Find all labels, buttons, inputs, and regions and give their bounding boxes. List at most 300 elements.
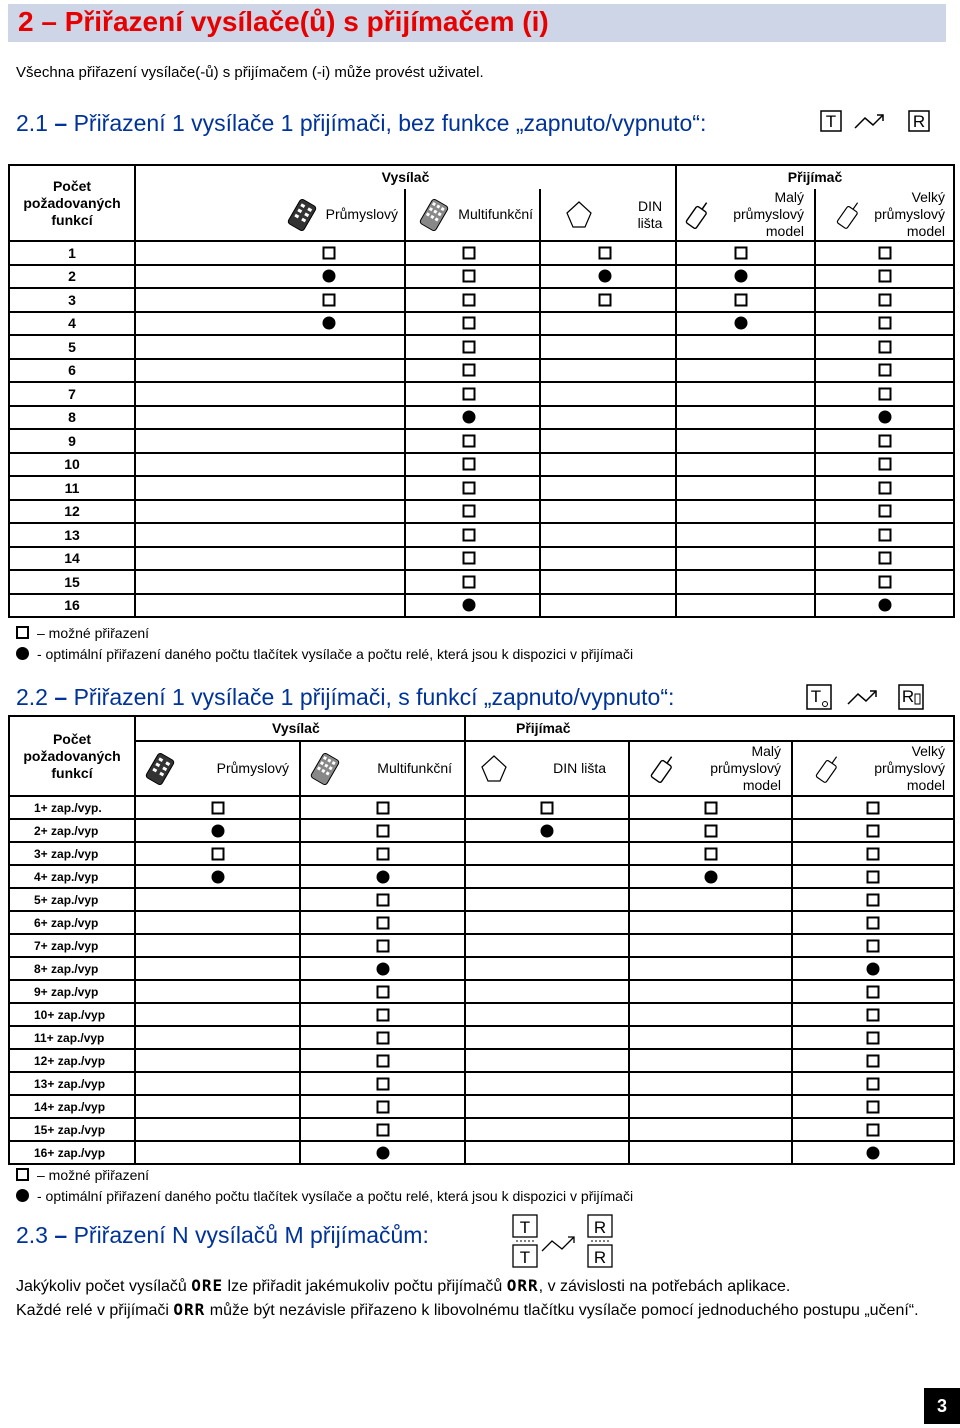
- square-marker-icon: [704, 801, 717, 814]
- square-marker-icon: [376, 1123, 389, 1136]
- table-cell: [815, 241, 954, 265]
- small-receiver-icon: [648, 752, 678, 786]
- table-cell: [300, 1049, 465, 1072]
- table-cell: [135, 382, 405, 406]
- table-cell: [792, 888, 954, 911]
- square-marker-icon: [878, 317, 891, 330]
- header-din: [465, 741, 629, 796]
- small-mark: [704, 801, 717, 814]
- table-cell: [135, 1095, 300, 1118]
- table-row: [9, 476, 954, 500]
- symbol-r-letter: R: [912, 112, 926, 131]
- dot-marker-icon: [704, 870, 717, 883]
- section-title-text: Přiřazení 1 vysílače 1 přijímači, s funkcí „zapnuto/vypnuto“:: [73, 684, 675, 710]
- table-cell: [676, 547, 815, 571]
- large-mark: [867, 801, 880, 814]
- header-large: [792, 741, 954, 796]
- row-label: 8+ zap./vyp: [9, 957, 135, 980]
- ind-mark: [322, 246, 335, 259]
- row-label: 15+ zap./vyp: [9, 1118, 135, 1141]
- table-cell: [676, 241, 815, 265]
- small-mark: [704, 824, 717, 837]
- square-marker-icon: [462, 364, 475, 377]
- square-marker-icon: [462, 528, 475, 541]
- table-cell: [135, 1072, 300, 1095]
- table-cell: [135, 888, 300, 911]
- table-row: [9, 1049, 954, 1072]
- header-industrial: [135, 189, 405, 241]
- table-row: [9, 796, 954, 819]
- square-marker-icon: [322, 293, 335, 306]
- table-cell: [300, 819, 465, 842]
- dot-marker-icon: [16, 647, 29, 660]
- dot-marker-icon: [322, 317, 335, 330]
- table-cell: [815, 335, 954, 359]
- paragraph-2: [16, 1298, 946, 1323]
- dot-marker-icon: [735, 270, 748, 283]
- dot-marker-icon: [867, 1146, 880, 1159]
- table-row: [9, 957, 954, 980]
- ind-mark: [211, 824, 224, 837]
- table-cell: [540, 241, 676, 265]
- square-marker-icon: [376, 1077, 389, 1090]
- large-mark: [867, 916, 880, 929]
- mul-mark: [376, 985, 389, 998]
- table-cell: [135, 842, 300, 865]
- mul-mark: [376, 962, 389, 975]
- square-marker-icon: [735, 246, 748, 259]
- table-cell: [135, 523, 405, 547]
- symbol-r-letter: R: [593, 1248, 607, 1267]
- row-label: 16: [9, 594, 135, 618]
- large-mark: [867, 1077, 880, 1090]
- square-marker-icon: [376, 1100, 389, 1113]
- section-number: 2.2: [16, 684, 48, 710]
- table-cell: [540, 594, 676, 618]
- row-label: 7+ zap./vyp: [9, 934, 135, 957]
- square-marker-icon: [878, 575, 891, 588]
- table-row: [9, 335, 954, 359]
- mul-mark: [462, 411, 475, 424]
- product-code: ORR: [173, 1300, 206, 1319]
- table-cell: [815, 547, 954, 571]
- table-row: [9, 1026, 954, 1049]
- label-din: DIN lišta: [553, 760, 606, 776]
- square-marker-icon: [462, 505, 475, 518]
- dot-marker-icon: [16, 1189, 29, 1202]
- table-cell: [465, 1141, 629, 1164]
- mul-mark: [462, 599, 475, 612]
- table-row: [9, 865, 954, 888]
- intro-text: Všechna přiřazení vysílače(-ů) s přijímačem (-i) může provést uživatel.: [16, 64, 484, 81]
- row-label: 14: [9, 547, 135, 571]
- square-marker-icon: [878, 270, 891, 283]
- table-cell: [676, 476, 815, 500]
- table-cell: [300, 865, 465, 888]
- row-label: 16+ zap./vyp: [9, 1141, 135, 1164]
- square-marker-icon: [867, 1008, 880, 1021]
- ind-mark: [322, 293, 335, 306]
- square-marker-icon: [867, 1031, 880, 1044]
- table-cell: [135, 1003, 300, 1026]
- table-cell: [300, 796, 465, 819]
- dot-marker-icon: [867, 962, 880, 975]
- table-cell: [815, 594, 954, 618]
- table-cell: [629, 865, 792, 888]
- row-label: 9+ zap./vyp: [9, 980, 135, 1003]
- symbol-t-letter: T: [519, 1248, 531, 1267]
- square-marker-icon: [462, 434, 475, 447]
- table-cell: [629, 842, 792, 865]
- row-label: 6: [9, 359, 135, 383]
- legend-2: [16, 1164, 633, 1206]
- header-large: [815, 189, 954, 241]
- large-mark: [878, 293, 891, 306]
- row-label: 3+ zap./vyp: [9, 842, 135, 865]
- square-marker-icon: [376, 893, 389, 906]
- square-marker-icon: [867, 1123, 880, 1136]
- square-marker-icon: [462, 458, 475, 471]
- n-to-m-symbol: [512, 1213, 616, 1274]
- table-cell: [135, 429, 405, 453]
- square-marker-icon: [867, 1077, 880, 1090]
- large-mark: [867, 847, 880, 860]
- square-marker-icon: [376, 1008, 389, 1021]
- square-marker-icon: [867, 847, 880, 860]
- symbol-t-letter: T: [519, 1218, 531, 1237]
- header-transmitter: Vysílač: [135, 716, 465, 741]
- table-row: [9, 359, 954, 383]
- large-mark: [878, 434, 891, 447]
- table-cell: [465, 819, 629, 842]
- table-cell: [405, 382, 540, 406]
- table-cell: [815, 453, 954, 477]
- small-mark: [735, 246, 748, 259]
- row-label: 15: [9, 570, 135, 594]
- table-row: [9, 934, 954, 957]
- table-cell: [300, 1026, 465, 1049]
- table-cell: [465, 980, 629, 1003]
- square-marker-icon: [462, 575, 475, 588]
- square-marker-icon: [735, 293, 748, 306]
- square-marker-icon: [16, 1168, 29, 1181]
- table-cell: [676, 312, 815, 336]
- table-cell: [676, 359, 815, 383]
- table-cell: [405, 547, 540, 571]
- table-cell: [300, 980, 465, 1003]
- mul-mark: [376, 916, 389, 929]
- table-cell: [629, 1118, 792, 1141]
- page-title: 2 – Přiřazení vysílače(ů) s přijímačem (i): [8, 4, 946, 42]
- dot-marker-icon: [211, 870, 224, 883]
- table-row: [9, 594, 954, 618]
- table-cell: [540, 382, 676, 406]
- product-code: ORE: [191, 1276, 224, 1295]
- table-cell: [300, 888, 465, 911]
- table-cell: [676, 265, 815, 289]
- table-row: [9, 241, 954, 265]
- label-din: DIN lišta: [637, 197, 663, 231]
- ind-mark: [322, 317, 335, 330]
- label-multifunction: Multifunkční: [458, 206, 533, 222]
- square-marker-icon: [878, 458, 891, 471]
- table-row: [9, 911, 954, 934]
- table-cell: [540, 523, 676, 547]
- square-marker-icon: [462, 552, 475, 565]
- square-marker-icon: [376, 801, 389, 814]
- dot-marker-icon: [376, 1146, 389, 1159]
- table-cell: [465, 1118, 629, 1141]
- square-marker-icon: [878, 434, 891, 447]
- mul-mark: [376, 824, 389, 837]
- table-cell: [815, 476, 954, 500]
- table-cell: [540, 500, 676, 524]
- text-fragment: Jakýkoliv počet vysílačů: [16, 1278, 192, 1295]
- section-number: 2.3: [16, 1222, 48, 1248]
- row-label: 11+ zap./vyp: [9, 1026, 135, 1049]
- table-row: [9, 406, 954, 430]
- table-cell: [135, 312, 405, 336]
- large-mark: [878, 575, 891, 588]
- square-marker-icon: [878, 505, 891, 518]
- table-cell: [405, 523, 540, 547]
- header-small: [676, 189, 815, 241]
- table-cell: [540, 312, 676, 336]
- small-mark: [735, 270, 748, 283]
- multifunction-remote-icon: [418, 198, 450, 232]
- din-mark: [541, 824, 554, 837]
- square-marker-icon: [867, 1054, 880, 1067]
- table-row: [9, 547, 954, 571]
- mul-mark: [462, 317, 475, 330]
- row-label: 14+ zap./vyp: [9, 1095, 135, 1118]
- legend-optimal: - optimální přiřazení daného počtu tlačítek vysílače a počtu relé, která jsou k dispozici v přijímači: [37, 1187, 634, 1204]
- square-marker-icon: [878, 387, 891, 400]
- table-cell: [540, 335, 676, 359]
- legend-possible: – možné přiřazení: [37, 1166, 150, 1183]
- table-cell: [629, 1072, 792, 1095]
- mul-mark: [462, 270, 475, 283]
- page-number: 3: [924, 1388, 960, 1424]
- large-mark: [867, 1146, 880, 1159]
- table-cell: [792, 911, 954, 934]
- symbol-r-box: [908, 110, 930, 137]
- table-cell: [792, 1072, 954, 1095]
- row-label: 1: [9, 241, 135, 265]
- table-cell: [465, 1095, 629, 1118]
- table-row: [9, 453, 954, 477]
- table-cell: [792, 796, 954, 819]
- large-mark: [878, 387, 891, 400]
- table-cell: [815, 265, 954, 289]
- table-cell: [815, 288, 954, 312]
- table-cell: [135, 1049, 300, 1072]
- table-cell: [135, 819, 300, 842]
- mul-mark: [462, 340, 475, 353]
- table-row: [9, 429, 954, 453]
- table-cell: [135, 265, 405, 289]
- large-receiver-icon: [813, 752, 843, 786]
- large-mark: [867, 1008, 880, 1021]
- din-rail-icon: [563, 199, 595, 231]
- legend-possible: – možné přiřazení: [37, 624, 150, 641]
- row-label: 1+ zap./vyp.: [9, 796, 135, 819]
- table-cell: [135, 957, 300, 980]
- table-cell: [135, 980, 300, 1003]
- label-small: Malý průmyslový model: [710, 743, 781, 793]
- square-marker-icon: [462, 293, 475, 306]
- row-label: 6+ zap./vyp: [9, 911, 135, 934]
- mul-mark: [462, 387, 475, 400]
- table-cell: [405, 594, 540, 618]
- square-marker-icon: [462, 340, 475, 353]
- table-cell: [629, 911, 792, 934]
- table-cell: [135, 911, 300, 934]
- large-mark: [878, 317, 891, 330]
- large-mark: [867, 985, 880, 998]
- product-code: ORR: [506, 1276, 539, 1295]
- legend-optimal: - optimální přiřazení daného počtu tlačítek vysílače a počtu relé, která jsou k dispozici v přijímači: [37, 645, 634, 662]
- table-cell: [792, 957, 954, 980]
- table-cell: [465, 865, 629, 888]
- dot-marker-icon: [541, 824, 554, 837]
- large-mark: [878, 246, 891, 259]
- large-mark: [878, 528, 891, 541]
- table-cell: [135, 359, 405, 383]
- table-cell: [815, 312, 954, 336]
- table-cell: [815, 429, 954, 453]
- square-marker-icon: [376, 1031, 389, 1044]
- row-label: 8: [9, 406, 135, 430]
- table-cell: [300, 911, 465, 934]
- mul-mark: [462, 434, 475, 447]
- section-title-text: Přiřazení N vysílačů M přijímačům:: [73, 1222, 429, 1248]
- table-cell: [135, 406, 405, 430]
- table-cell: [792, 980, 954, 1003]
- table-row: [9, 382, 954, 406]
- table-cell: [815, 500, 954, 524]
- table-cell: [676, 570, 815, 594]
- table-cell: [792, 865, 954, 888]
- square-marker-icon: [462, 387, 475, 400]
- row-label: 7: [9, 382, 135, 406]
- table-row: [9, 1072, 954, 1095]
- symbol-r-letter: R: [593, 1218, 607, 1237]
- table-row: [9, 288, 954, 312]
- text-fragment: lze přiřadit jakémukoliv počtu přijímačů: [223, 1278, 507, 1295]
- mul-mark: [462, 552, 475, 565]
- square-marker-icon: [878, 246, 891, 259]
- square-marker-icon: [599, 293, 612, 306]
- header-industrial: [135, 741, 300, 796]
- square-marker-icon: [376, 1054, 389, 1067]
- multifunction-remote-icon: [309, 752, 341, 786]
- square-marker-icon: [376, 985, 389, 998]
- assignment-table-2: [8, 715, 955, 1165]
- table-cell: [676, 288, 815, 312]
- row-label: 2+ zap./vyp: [9, 819, 135, 842]
- mul-mark: [376, 1100, 389, 1113]
- table-cell: [405, 476, 540, 500]
- dot-marker-icon: [878, 599, 891, 612]
- table-cell: [135, 241, 405, 265]
- row-label: 5: [9, 335, 135, 359]
- square-marker-icon: [462, 317, 475, 330]
- industrial-remote-icon: [286, 198, 318, 232]
- square-marker-icon: [704, 847, 717, 860]
- square-marker-icon: [376, 824, 389, 837]
- header-multifunction: [405, 189, 540, 241]
- large-mark: [878, 340, 891, 353]
- table-cell: [135, 1141, 300, 1164]
- large-mark: [878, 364, 891, 377]
- table-cell: [540, 476, 676, 500]
- table-cell: [135, 594, 405, 618]
- row-label: 12: [9, 500, 135, 524]
- table-cell: [135, 453, 405, 477]
- table-cell: [405, 429, 540, 453]
- table-cell: [300, 1072, 465, 1095]
- table-cell: [815, 382, 954, 406]
- symbol-t-letter: T: [810, 687, 822, 706]
- symbol-t-box: [820, 110, 842, 137]
- table-cell: [465, 1049, 629, 1072]
- table-cell: [405, 312, 540, 336]
- square-marker-icon: [878, 552, 891, 565]
- square-marker-icon: [867, 824, 880, 837]
- table-cell: [465, 934, 629, 957]
- label-industrial: Průmyslový: [325, 206, 398, 222]
- large-mark: [878, 599, 891, 612]
- symbol-r-letter: R: [901, 687, 915, 706]
- table-cell: [629, 1026, 792, 1049]
- table-cell: [792, 1118, 954, 1141]
- large-mark: [878, 481, 891, 494]
- table-cell: [629, 980, 792, 1003]
- row-label: 5+ zap./vyp: [9, 888, 135, 911]
- table-cell: [676, 429, 815, 453]
- table-cell: [540, 547, 676, 571]
- table-cell: [135, 547, 405, 571]
- header-multifunction: [300, 741, 465, 796]
- dot-marker-icon: [878, 411, 891, 424]
- mul-mark: [376, 1054, 389, 1067]
- row-label: 3: [9, 288, 135, 312]
- row-label: 13+ zap./vyp: [9, 1072, 135, 1095]
- square-marker-icon: [867, 870, 880, 883]
- square-marker-icon: [878, 364, 891, 377]
- table-cell: [792, 1003, 954, 1026]
- table-cell: [135, 865, 300, 888]
- table-cell: [405, 406, 540, 430]
- label-multifunction: Multifunkční: [377, 760, 452, 776]
- table-cell: [465, 888, 629, 911]
- table-cell: [405, 453, 540, 477]
- label-large: Velký průmyslový model: [874, 743, 946, 793]
- table-row: [9, 312, 954, 336]
- dot-marker-icon: [211, 824, 224, 837]
- large-mark: [867, 1100, 880, 1113]
- table-cell: [629, 819, 792, 842]
- section-2-3-title: 2.3 – Přiřazení N vysílačů M přijímačům:: [16, 1222, 429, 1248]
- square-marker-icon: [462, 246, 475, 259]
- table-cell: [815, 523, 954, 547]
- small-mark: [704, 847, 717, 860]
- din-mark: [599, 293, 612, 306]
- paragraph-1: [16, 1274, 946, 1299]
- table-row: [9, 980, 954, 1003]
- radio-link-icon: [846, 686, 886, 713]
